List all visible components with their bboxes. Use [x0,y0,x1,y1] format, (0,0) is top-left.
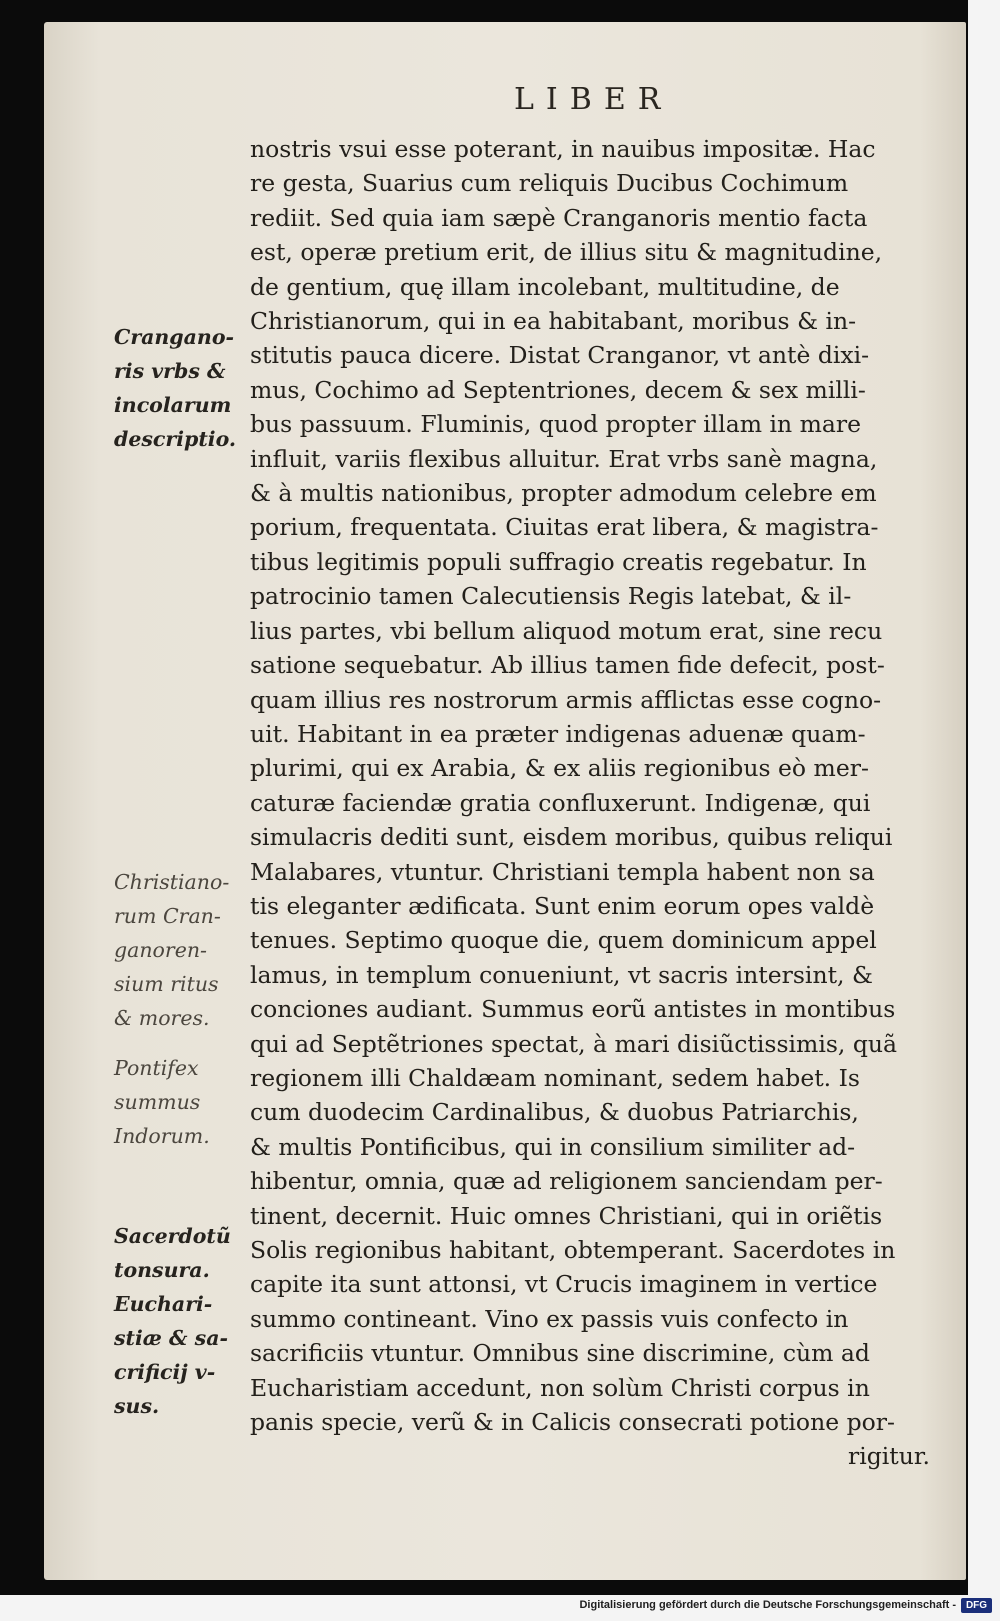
text-line: regionem illi Chaldæam nominant, sedem habet. Is [250,1063,860,1092]
text-line: hibentur, omnia, quæ ad religionem sanciendam per- [250,1167,883,1196]
margin-note-line: stiæ & sa- [114,1326,229,1350]
text-line: simulacris dediti sunt, eisdem moribus, quibus reliqui [250,823,893,852]
margin-note-line: Sacerdotũ [114,1224,231,1248]
text-line: capite ita sunt attonsi, vt Crucis imaginem in vertice [250,1270,878,1299]
margin-note-christians [114,865,242,1035]
margin-note-line: sus. [114,1394,160,1418]
text-line: cum duodecim Cardinalibus, & duobus Patriarchis, [250,1098,859,1127]
margin-note-line: Christiano- [114,870,230,894]
margin-note-sacerdotes [114,1219,242,1423]
book-page [44,22,966,1580]
dfg-logo: DFG [961,1598,992,1613]
text-line: & à multis nationibus, propter admodum celebre em [250,479,877,508]
text-line: quam illius res nostrorum armis afflictas esse cogno- [250,685,882,714]
text-line: rediit. Sed quia iam sæpè Cranganoris mentio facta [250,203,868,232]
margin-note-line: incolarum [114,393,232,417]
margin-note-line: crificij v- [114,1360,216,1384]
margin-note-line: & mores. [114,1006,210,1030]
running-header: LIBER [514,82,673,117]
text-line: porium, frequentata. Ciuitas erat libera, & magistra- [250,513,879,542]
text-line: & multis Pontificibus, qui in consilium similiter ad- [250,1132,856,1161]
margin-note-line: ganoren- [114,938,207,962]
margin-note-line: tonsura. [114,1258,210,1282]
margin-note-line: Crangano- [114,325,235,349]
margin-note-pontifex [114,1051,242,1153]
text-line: mus, Cochimo ad Septentriones, decem & sex milli- [250,375,866,404]
main-text-block [250,132,930,1474]
text-line: qui ad Septẽtriones spectat, à mari disiũctissimis, quã [250,1029,898,1058]
text-line: summo contineant. Vino ex passis vuis confecto in [250,1304,849,1333]
text-line: sacrificiis vtuntur. Omnibus sine discrimine, cùm ad [250,1339,870,1368]
margin-note-line: Euchari- [114,1292,213,1316]
margin-note-line: Indorum. [114,1124,210,1148]
text-line: Eucharistiam accedunt, non solùm Christi corpus in [250,1373,870,1402]
margin-note-line: rum Cran- [114,904,221,928]
margin-note-line: ris vrbs & [114,359,226,383]
margin-note-line: Pontifex [114,1056,199,1080]
text-line: patrocinio tamen Calecutiensis Regis latebat, & il- [250,582,852,611]
text-line: tenues. Septimo quoque die, quem dominicum appel [250,926,877,955]
text-line: conciones audiant. Summus eorũ antistes in montibus [250,995,896,1024]
text-line: uit. Habitant in ea præter indigenas aduenæ quam- [250,719,866,748]
text-line: influit, variis flexibus alluitur. Erat vrbs sanè magna, [250,444,878,473]
margin-note-line: descriptio. [114,427,237,451]
text-line: nostris vsui esse poterant, in nauibus impositæ. Hac [250,135,876,163]
text-line: Christianorum, qui in ea habitabant, moribus & in- [250,307,857,336]
text-line: panis specie, verũ & in Calicis consecrati potione por- [250,1408,895,1437]
funding-credit: Digitalisierung gefördert durch die Deutsche Forschungsgemeinschaft - [579,1599,956,1611]
text-line: stitutis pauca dicere. Distat Cranganor, vt antè dixi- [250,341,870,370]
text-line: lius partes, vbi bellum aliquod motum erat, sine recu [250,616,883,645]
text-line: tinent, decernit. Huic omnes Christiani, qui in oriẽtis [250,1201,883,1230]
text-line: est, operæ pretium erit, de illius situ & magnitudine, [250,238,883,267]
text-line: caturæ faciendæ gratia confluxerunt. Indigenæ, qui [250,788,871,817]
text-line: satione sequebatur. Ab illius tamen fide defecit, post- [250,651,885,680]
text-line: tibus legitimis populi suffragio creatis regebatur. In [250,547,867,576]
text-line: Malabares, vtuntur. Christiani templa habent non sa [250,857,875,886]
margin-note-line: summus [114,1090,201,1114]
text-line: bus passuum. Fluminis, quod propter illam in mare [250,410,862,439]
text-line: plurimi, qui ex Arabia, & ex aliis regionibus eò mer- [250,754,869,783]
text-line: rigitur. [847,1442,930,1471]
scan-border-right [968,0,1000,1621]
text-line: tis eleganter ædificata. Sunt enim eorum opes valdè [250,891,875,920]
margin-note-cranganor [114,320,242,456]
text-line: lamus, in templum conueniunt, vt sacris intersint, & [250,960,873,989]
margin-note-line: sium ritus [114,972,219,996]
text-line: de gentium, quę illam incolebant, multitudine, de [250,272,840,301]
text-line: re gesta, Suarius cum reliquis Ducibus Cochimum [250,169,849,198]
text-line: Solis regionibus habitant, obtemperant. Sacerdotes in [250,1236,896,1264]
